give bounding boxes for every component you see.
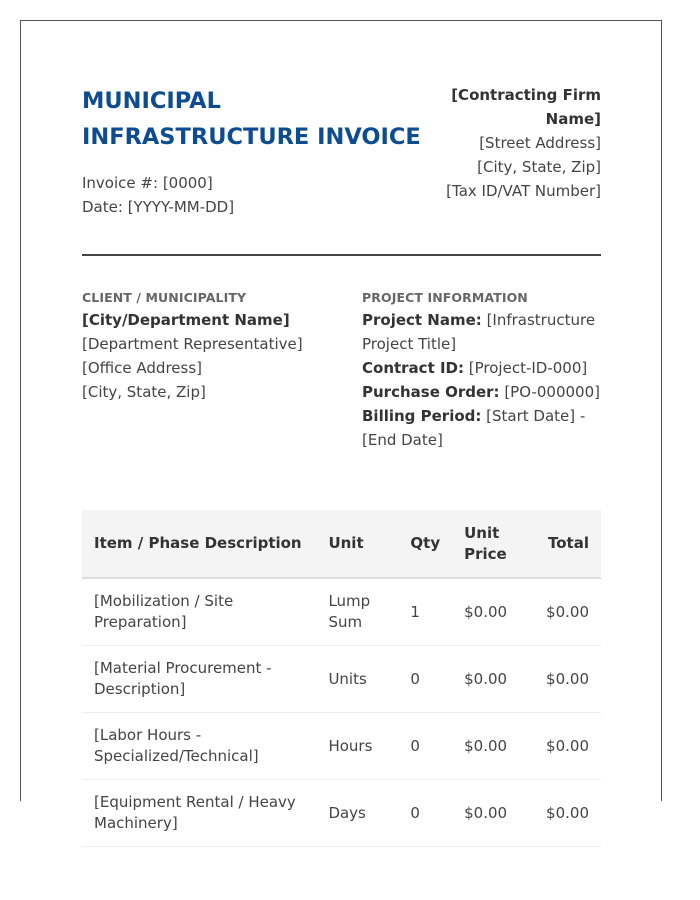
firm-info — [431, 83, 601, 203]
table-header-row — [82, 510, 601, 578]
purchase-order: [PO-000000] — [504, 383, 600, 401]
client-section-label: CLIENT / MUNICIPALITY — [82, 290, 247, 305]
row-qty: 0 — [398, 780, 452, 847]
firm-street: [Street Address] — [479, 134, 601, 152]
purchase-order-label: Purchase Order: — [362, 383, 500, 401]
client-representative: [Department Representative] — [82, 335, 303, 353]
row-description: [Material Procurement - Description] — [82, 646, 316, 713]
firm-city: [City, State, Zip] — [477, 158, 601, 176]
invoice-date-line — [82, 195, 234, 219]
row-total: $0.00 — [531, 713, 601, 780]
row-total: $0.00 — [531, 578, 601, 646]
client-name: [City/Department Name] — [82, 311, 290, 329]
client-city: [City, State, Zip] — [82, 383, 206, 401]
project-section-label: PROJECT INFORMATION — [362, 290, 528, 305]
row-unit: Lump Sum — [316, 578, 398, 646]
table-row — [82, 578, 601, 646]
contract-id: [Project-ID-000] — [468, 359, 588, 377]
header-divider — [82, 254, 601, 256]
row-description: [Mobilization / Site Preparation] — [82, 578, 316, 646]
billing-period: [Start Date] - [End Date] — [362, 407, 586, 449]
contract-id-line — [362, 356, 601, 380]
row-unit: Units — [316, 646, 398, 713]
row-unit-price: $0.00 — [452, 780, 531, 847]
invoice-meta — [82, 171, 234, 219]
header-unit-price: Unit Price — [452, 510, 531, 578]
row-unit-price: $0.00 — [452, 713, 531, 780]
header-qty: Qty — [398, 510, 452, 578]
invoice-number-label: Invoice #: — [82, 174, 159, 192]
billing-period-line — [362, 404, 601, 452]
row-unit: Hours — [316, 713, 398, 780]
contract-id-label: Contract ID: — [362, 359, 464, 377]
header-unit: Unit — [316, 510, 398, 578]
billing-period-label: Billing Period: — [362, 407, 482, 425]
row-qty: 1 — [398, 578, 452, 646]
client-address: [Office Address] — [82, 359, 202, 377]
line-items-table — [82, 510, 601, 847]
table-head — [82, 510, 601, 578]
client-info — [82, 290, 342, 404]
project-name-label: Project Name: — [362, 311, 482, 329]
invoice-title: MUNICIPAL INFRASTRUCTURE INVOICE — [82, 88, 421, 150]
invoice-header — [82, 83, 601, 255]
row-unit: Days — [316, 780, 398, 847]
row-unit-price: $0.00 — [452, 646, 531, 713]
table-row — [82, 713, 601, 780]
firm-tax-id: [Tax ID/VAT Number] — [446, 182, 601, 200]
table-row — [82, 646, 601, 713]
table-body — [82, 578, 601, 847]
row-qty: 0 — [398, 646, 452, 713]
invoice-content — [82, 83, 601, 832]
header-description: Item / Phase Description — [82, 510, 316, 578]
project-name: [Infrastructure Project Title] — [362, 311, 596, 353]
header-total: Total — [531, 510, 601, 578]
row-description: [Labor Hours - Specialized/Technical] — [82, 713, 316, 780]
invoice-date-label: Date: — [82, 198, 123, 216]
invoice-page — [20, 20, 662, 832]
table-row — [82, 780, 601, 847]
project-name-line — [362, 308, 601, 356]
invoice-number: [0000] — [162, 174, 213, 192]
row-qty: 0 — [398, 713, 452, 780]
row-unit-price: $0.00 — [452, 578, 531, 646]
row-total: $0.00 — [531, 780, 601, 847]
row-total: $0.00 — [531, 646, 601, 713]
firm-name: [Contracting Firm Name] — [451, 86, 601, 128]
invoice-number-line — [82, 171, 234, 195]
purchase-order-line — [362, 380, 601, 404]
project-info — [362, 290, 601, 452]
row-description: [Equipment Rental / Heavy Machinery] — [82, 780, 316, 847]
invoice-date: [YYYY-MM-DD] — [127, 198, 235, 216]
